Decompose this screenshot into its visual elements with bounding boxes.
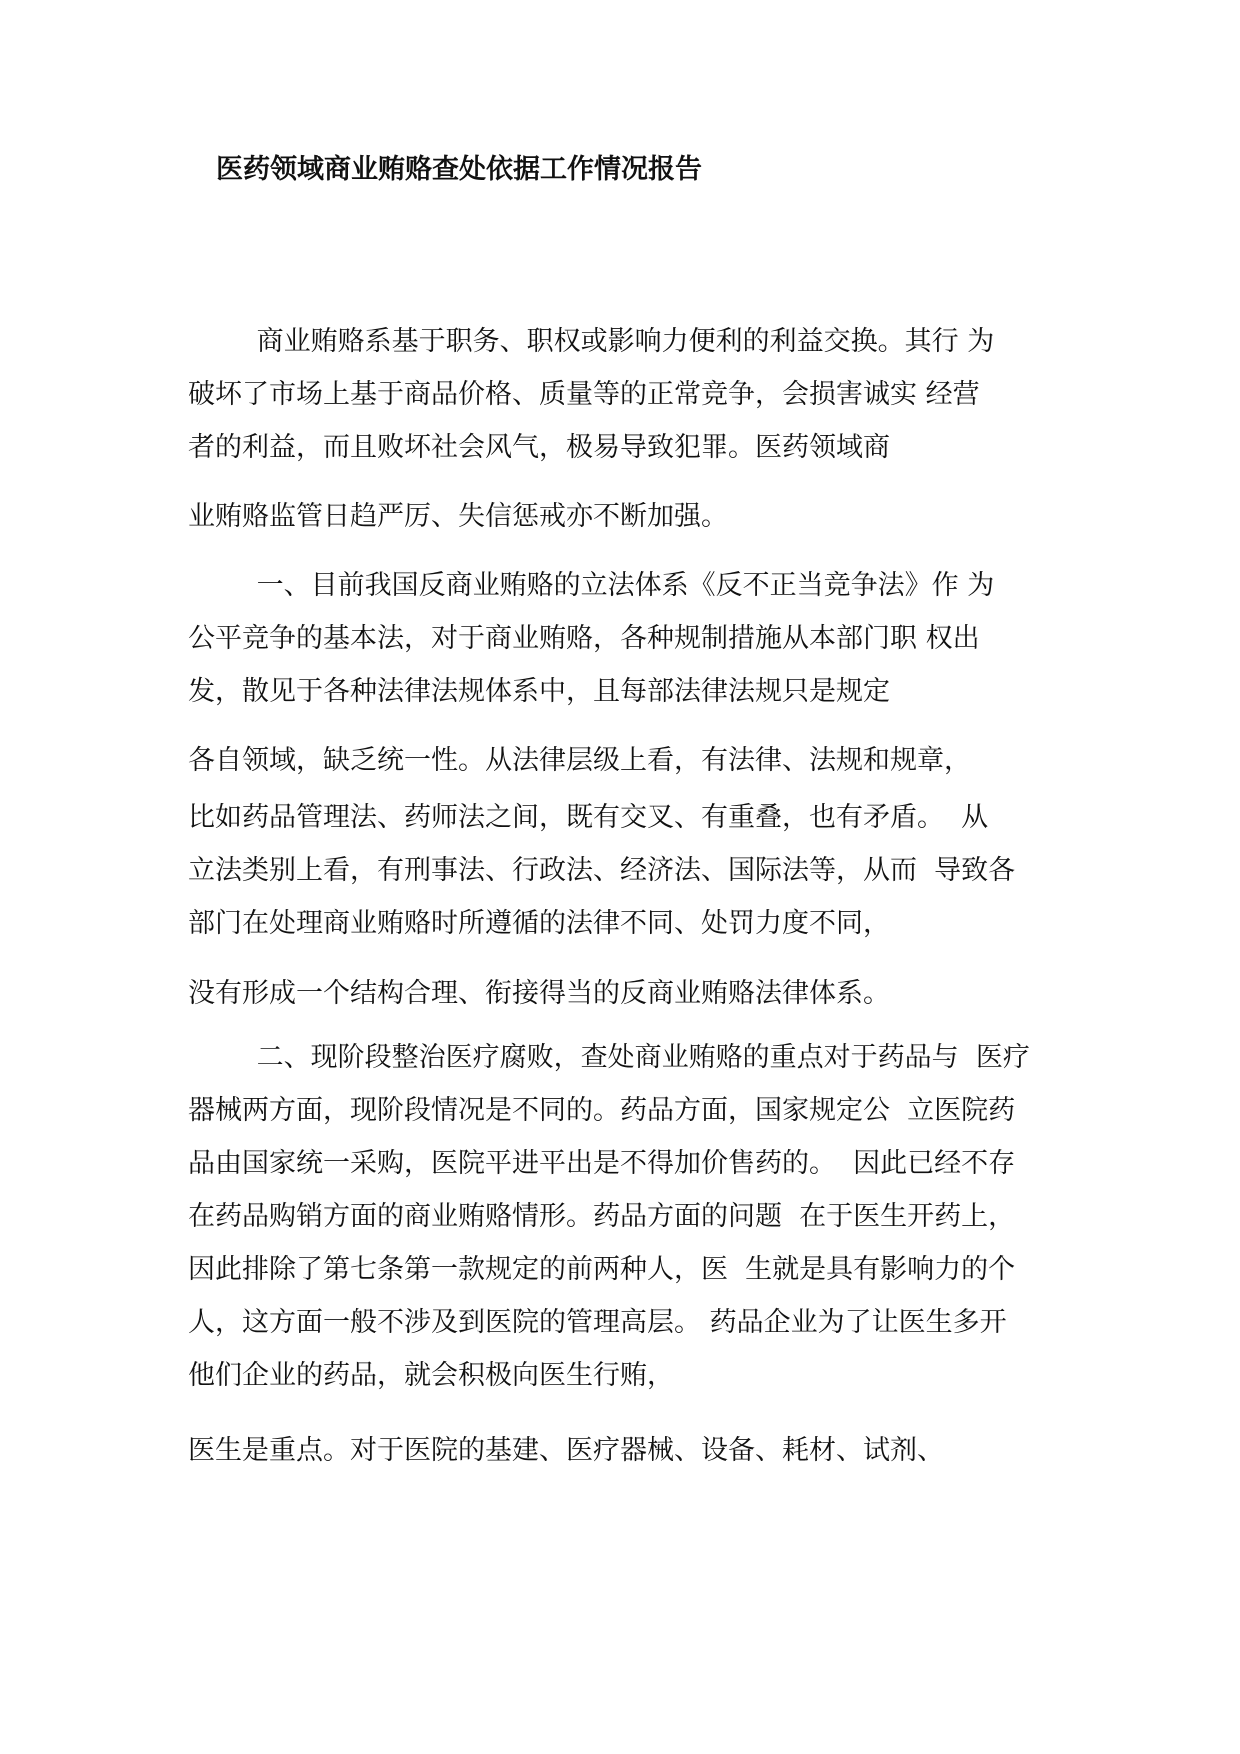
body-line-13: 二、现阶段整治医疗腐败，查处商业贿赂的重点对于药品与 医疗 xyxy=(188,1042,1030,1073)
body-line-12: 没有形成一个结构合理、衔接得当的反商业贿赂法律体系。 xyxy=(188,978,890,1009)
body-line-8: 各自领域，缺乏统一性。从法律层级上看，有法律、法规和规章， xyxy=(188,745,971,776)
document-title: 医药领域商业贿赂查处依据工作情况报告 xyxy=(216,154,702,185)
body-line-15: 品由国家统一采购，医院平进平出是不得加价售药的。 因此已经不存 xyxy=(188,1148,1016,1179)
body-line-14: 器械两方面，现阶段情况是不同的。药品方面，国家规定公 立医院药 xyxy=(188,1095,1016,1126)
body-line-20: 医生是重点。对于医院的基建、医疗器械、设备、耗材、试剂、 xyxy=(188,1435,944,1466)
body-line-17: 因此排除了第七条第一款规定的前两种人，医 生就是具有影响力的个 xyxy=(188,1254,1016,1285)
body-line-10: 立法类别上看，有刑事法、行政法、经济法、国际法等，从而 导致各 xyxy=(188,855,1016,886)
body-line-18: 人，这方面一般不涉及到医院的管理高层。 药品企业为了让医生多开 xyxy=(188,1307,1007,1338)
body-line-1: 商业贿赂系基于职务、职权或影响力便利的利益交换。其行 为 xyxy=(188,326,995,357)
body-line-9: 比如药品管理法、药师法之间，既有交叉、有重叠，也有矛盾。 从 xyxy=(188,802,989,833)
body-line-11: 部门在处理商业贿赂时所遵循的法律不同、处罚力度不同， xyxy=(188,908,890,939)
body-line-2: 破坏了市场上基于商品价格、质量等的正常竞争，会损害诚实 经营 xyxy=(188,379,980,410)
body-line-7: 发，散见于各种法律法规体系中，且每部法律法规只是规定 xyxy=(188,676,890,707)
body-line-19: 他们企业的药品，就会积极向医生行贿， xyxy=(188,1360,674,1391)
body-line-4: 业贿赂监管日趋严厉、失信惩戒亦不断加强。 xyxy=(188,501,728,532)
body-line-6: 公平竞争的基本法，对于商业贿赂，各种规制措施从本部门职 权出 xyxy=(188,623,980,654)
body-line-5: 一、目前我国反商业贿赂的立法体系《反不正当竞争法》作 为 xyxy=(188,570,995,601)
body-line-16: 在药品购销方面的商业贿赂情形。药品方面的问题 在于医生开药上， xyxy=(188,1201,1016,1232)
body-line-3: 者的利益，而且败坏社会风气，极易导致犯罪。医药领域商 xyxy=(188,432,890,463)
